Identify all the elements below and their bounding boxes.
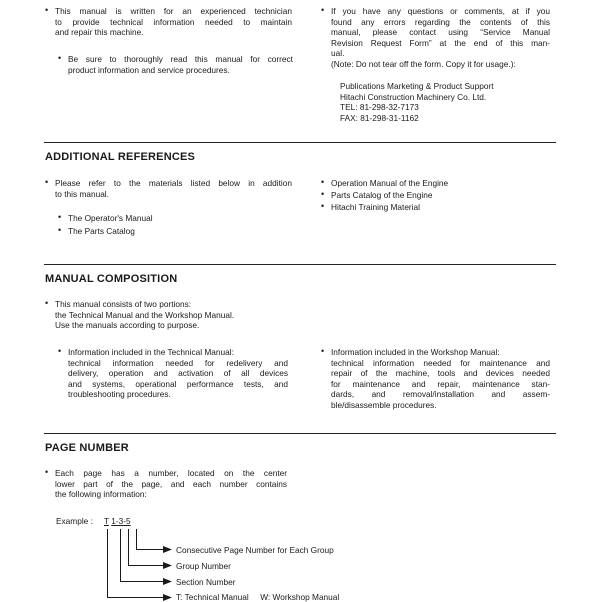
bullet-dot: •	[321, 189, 325, 199]
text-line: and repair this machine.	[55, 27, 144, 38]
manual-type-code: T	[104, 516, 109, 526]
bullet-dot: •	[58, 346, 62, 356]
text-line: Revision Request Form” at the end of this man-	[331, 37, 550, 48]
text-line: for maintenance and repair, maintenance stan-	[331, 378, 550, 389]
legend-group-number: Group Number	[176, 561, 231, 571]
contact-company: Hitachi Construction Machinery Co. Ltd.	[340, 91, 487, 102]
arrowhead-icon	[163, 578, 172, 585]
section-title-manual-composition: MANUAL COMPOSITION	[45, 273, 178, 285]
text-line: manual, please contact using “Service Manual	[331, 27, 550, 38]
reference-item: The Parts Catalog	[68, 226, 135, 236]
bullet-dot: •	[321, 177, 325, 187]
bullet-dot: •	[58, 53, 62, 63]
text-line: found any errors regarding the contents of this	[331, 16, 550, 27]
section-code: 1	[111, 516, 116, 526]
form-note: (Note: Do not tear off the form. Copy it for usage.):	[331, 58, 516, 69]
text-line: product information and service procedures.	[68, 64, 230, 75]
bullet-dot: •	[45, 5, 49, 15]
code-separator: -	[115, 516, 119, 526]
legend-section-number: Section Number	[176, 577, 236, 587]
text-line: This manual consists of two portions:	[55, 299, 192, 309]
text-line: Be sure to thoroughly read this manual for correct	[68, 54, 293, 64]
section-title-page-number: PAGE NUMBER	[45, 442, 129, 454]
arrowhead-icon	[163, 562, 172, 569]
bullet-dot: •	[321, 346, 325, 356]
reference-item: Operation Manual of the Engine	[331, 178, 449, 188]
text-line: technical information needed for maintenance and	[331, 357, 550, 368]
text-line: to provide technical information needed to maintain	[55, 16, 292, 27]
bullet-dot: •	[45, 298, 49, 308]
reference-item: Hitachi Training Material	[331, 202, 420, 212]
bullet-dot: •	[321, 5, 325, 15]
section-title-additional-references: ADDITIONAL REFERENCES	[45, 151, 196, 163]
text-line: the Technical Manual and the Workshop Manual.	[55, 309, 235, 320]
text-line: This manual is written for an experienced technician	[55, 6, 292, 16]
text-line: and systems, operational performance tests, and	[68, 378, 288, 389]
connector-line	[137, 529, 167, 550]
contact-department: Publications Marketing & Product Support	[340, 81, 494, 91]
text-line: Information included in the Workshop Manual:	[331, 347, 500, 357]
reference-item: The Operator's Manual	[68, 213, 153, 223]
reference-item: Parts Catalog of the Engine	[331, 190, 433, 200]
text-line: to this manual.	[55, 188, 109, 199]
text-line: repair of the machine, tools and devices needed	[331, 368, 550, 379]
text-line: ual.	[331, 48, 345, 59]
connector-line	[129, 529, 167, 566]
text-line: dards, and removal/installation and assem-	[331, 389, 550, 400]
legend-consecutive-page: Consecutive Page Number for Each Group	[176, 545, 334, 555]
text-line: Information included in the Technical Manual:	[68, 347, 234, 357]
text-line: lower part of the page, and each number contains	[55, 478, 287, 489]
page-code: 5	[126, 516, 131, 526]
text-line: delivery, operation and activation of all devices	[68, 368, 288, 379]
legend-manual-type: T: Technical Manual W: Workshop Manual	[176, 592, 340, 602]
group-code: 3	[118, 516, 124, 526]
code-separator: -	[123, 516, 127, 526]
bullet-dot: •	[45, 177, 49, 187]
text-line: the following information:	[55, 489, 147, 500]
text-line: Please refer to the materials listed below in addition	[55, 178, 292, 188]
bullet-dot: •	[58, 225, 62, 235]
example-label: Example :	[56, 516, 93, 526]
text-line: technical information needed for redelivery and	[68, 357, 288, 368]
text-line: Each page has a number, located on the center	[55, 468, 287, 478]
bullet-dot: •	[321, 201, 325, 211]
connector-line	[121, 529, 167, 582]
arrowhead-icon	[163, 546, 172, 553]
bullet-dot: •	[45, 467, 49, 477]
text-line: Use the manuals according to purpose.	[55, 320, 200, 331]
bullet-dot: •	[58, 212, 62, 222]
text-line: If you have any questions or comments, at if you	[331, 6, 550, 16]
contact-fax: FAX: 81-298-31-1162	[340, 112, 419, 123]
text-line: ble/disassemble procedures.	[331, 399, 437, 410]
text-line: troubleshooting procedures.	[68, 389, 171, 400]
contact-tel: TEL: 81-298-32-7173	[340, 102, 419, 113]
